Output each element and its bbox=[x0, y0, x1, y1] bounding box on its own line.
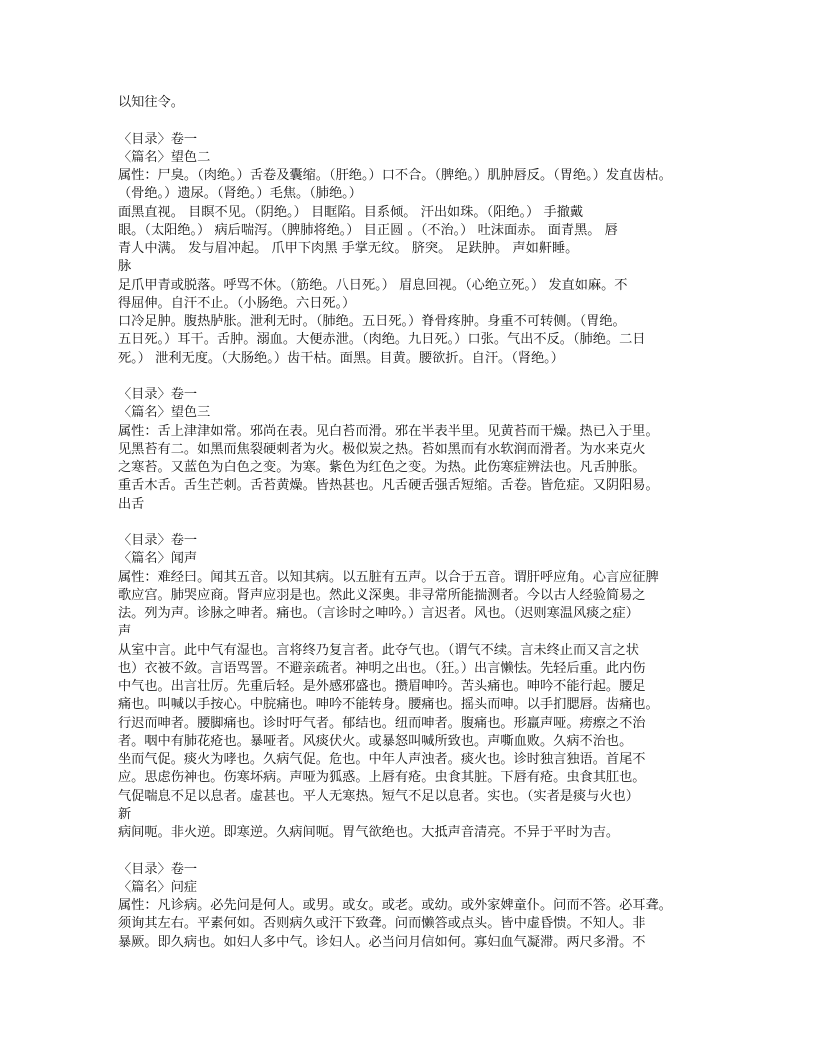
text-line: 之寒苔。又蓝色为白色之变。为寒。紫色为红色之变。为热。此伤寒症辨法也。凡舌肿胀。 bbox=[118, 460, 646, 475]
text-line: 气促喘息不足以息者。虚甚也。平人无寒热。短气不足以息者。实也。（实者是痰与火也） bbox=[118, 788, 639, 804]
chapter-title: 〈篇名〉望色三 bbox=[118, 405, 211, 421]
text-line: 口冷足肿。腹热胪胀。泄利无时。（肺绝。五日死。）脊骨疼肿。身重不可转侧。（胃绝。 bbox=[118, 314, 626, 329]
catalog-heading: 〈目录〉卷一 bbox=[118, 861, 198, 877]
chapter-title: 〈篇名〉问症 bbox=[118, 879, 198, 895]
text-line: 眼。（太阳绝。） 病后喘泻。（脾肺将绝。） 目正圆 。（不治。） 吐沫面赤。 面青黑。 唇 bbox=[118, 222, 618, 238]
text-line: 从室中言。此中气有湿也。言将终乃复言者。此夺气也。（谓气不续。言未终止而又言之状 bbox=[118, 642, 639, 658]
text-line: 中气也。出言壮厉。先重后轻。是外感邪盛也。攒眉呻吟。苦头痛也。呻吟不能行起。腰足 bbox=[118, 679, 646, 694]
text-line: 病间呃。非火逆。即寒逆。久病间呃。胃气欲绝也。大抵声音清亮。不异于平时为吉。 bbox=[118, 825, 620, 840]
catalog-heading: 〈目录〉卷一 bbox=[118, 131, 198, 147]
blank-line bbox=[118, 514, 718, 532]
text-line: 声 bbox=[118, 624, 132, 640]
text-line: 暴厥。即久病也。如妇人多中气。诊妇人。必当问月信如何。寡妇血气凝滞。两尺多滑。不 bbox=[118, 934, 646, 950]
blank-line bbox=[118, 112, 718, 130]
text-line: 青人中满。 发与眉冲起。 爪甲下肉黑 手掌无纹。 脐突。 足趺肿。 声如鼾睡。 bbox=[118, 241, 579, 256]
text-line: 属性：凡诊病。必先问是何人。或男。或女。或老。或幼。或外家婢童仆。问而不答。必耳聋。 bbox=[118, 898, 672, 913]
text-line: 以知往令。 bbox=[118, 95, 184, 110]
text-line: 行迟而呻者。腰脚痛也。诊时吁气者。郁结也。纽而呻者。腹痛也。形羸声哑。痨瘵之不治 bbox=[118, 715, 646, 731]
text-line: 面黑直视。 目瞑不见。（阴绝。） 目眶陷。目系倾。 汗出如珠。（阳绝。） 手撤戴 bbox=[118, 204, 584, 220]
text-line: 新 bbox=[118, 806, 132, 822]
text-line: 属性：舌上津津如常。邪尚在表。见白苔而滑。邪在半表半里。见黄苔而干燥。热已入于里。 bbox=[118, 423, 659, 439]
text-line: 属性：尸臭。（肉绝。）舌卷及囊缩。（肝绝。）口不合。（脾绝。）肌肿唇反。（胃绝。）发直齿枯。 bbox=[118, 168, 672, 183]
text-line: 须询其左右。平素何如。否则病久或汗下致聋。问而懒答或点头。皆中虚昏愦。不知人。非 bbox=[118, 916, 646, 932]
text-line: 见黑苔有二。如黑而焦裂硬刺者为火。极似炭之热。苔如黑而有水软润而滑者。为水来克火 bbox=[118, 441, 646, 457]
text-line: 足爪甲青或脱落。呼骂不休。（筋绝。八日死。） 眉息回视。（心绝立死。） 发直如麻。不 bbox=[118, 277, 628, 293]
text-line: 出舌 bbox=[118, 496, 145, 512]
text-line: 属性：难经曰。闻其五音。以知其病。以五脏有五声。以合于五音。谓肝呼应角。心言应征脾 bbox=[118, 569, 659, 585]
chapter-title: 〈篇名〉望色二 bbox=[118, 149, 211, 165]
text-line: 者。咽中有肺花疮也。暴哑者。风痰伏火。或暴怒叫喊所致也。声嘶血败。久病不治也。 bbox=[118, 733, 633, 749]
text-line: 五日死。）耳干。舌肿。溺血。大便赤泄。（肉绝。九日死。）口张。气出不反。（肺绝。二日 bbox=[118, 332, 646, 348]
text-line: 应。思虑伤神也。伤寒坏病。声哑为狐惑。上唇有疮。虫食其脏。下唇有疮。虫食其肛也。 bbox=[118, 770, 646, 786]
blank-line bbox=[118, 842, 718, 860]
text-line: 也）衣被不敛。言语骂詈。不避亲疏者。神明之出也。（狂。）出言懒怯。先轻后重。此内伤 bbox=[118, 660, 646, 676]
text-line: （骨绝。）遗尿。（肾绝。）毛焦。（肺绝。） bbox=[118, 186, 362, 202]
catalog-heading: 〈目录〉卷一 bbox=[118, 533, 198, 548]
text-line: 坐而气促。痰火为哮也。久病气促。危也。中年人声浊者。痰火也。诊时独言独语。首尾不 bbox=[118, 752, 646, 767]
text-line: 脉 bbox=[118, 259, 132, 275]
text-line: 死。） 泄利无度。（大肠绝。）齿干枯。面黑。目黄。腰欲折。自汗。（肾绝。） bbox=[118, 350, 564, 366]
catalog-heading: 〈目录〉卷一 bbox=[118, 387, 198, 402]
text-line: 痛也。叫喊以手按心。中脘痛也。呻吟不能转身。腰痛也。摇头而呻。以手扪腮唇。齿痛也。 bbox=[118, 697, 659, 713]
text-line: 法。列为声。诊脉之呻者。痛也。（言诊时之呻吟。）言迟者。风也。（迟则寒温风痰之症） bbox=[118, 606, 639, 621]
text-line: 得屈伸。自汗不止。（小肠绝。六日死。） bbox=[118, 295, 356, 311]
blank-line bbox=[118, 368, 718, 386]
text-line: 重舌木舌。舌生芒刺。舌苔黄燥。皆热甚也。凡舌硬舌强舌短缩。舌卷。皆危症。又阴阳易。 bbox=[118, 478, 659, 494]
document-page bbox=[118, 94, 718, 952]
text-line: 歌应宫。肺哭应商。肾声应羽是也。然此义深奥。非寻常所能揣测者。今以古人经验简易之 bbox=[118, 587, 646, 603]
chapter-title: 〈篇名〉闻声 bbox=[118, 551, 198, 567]
